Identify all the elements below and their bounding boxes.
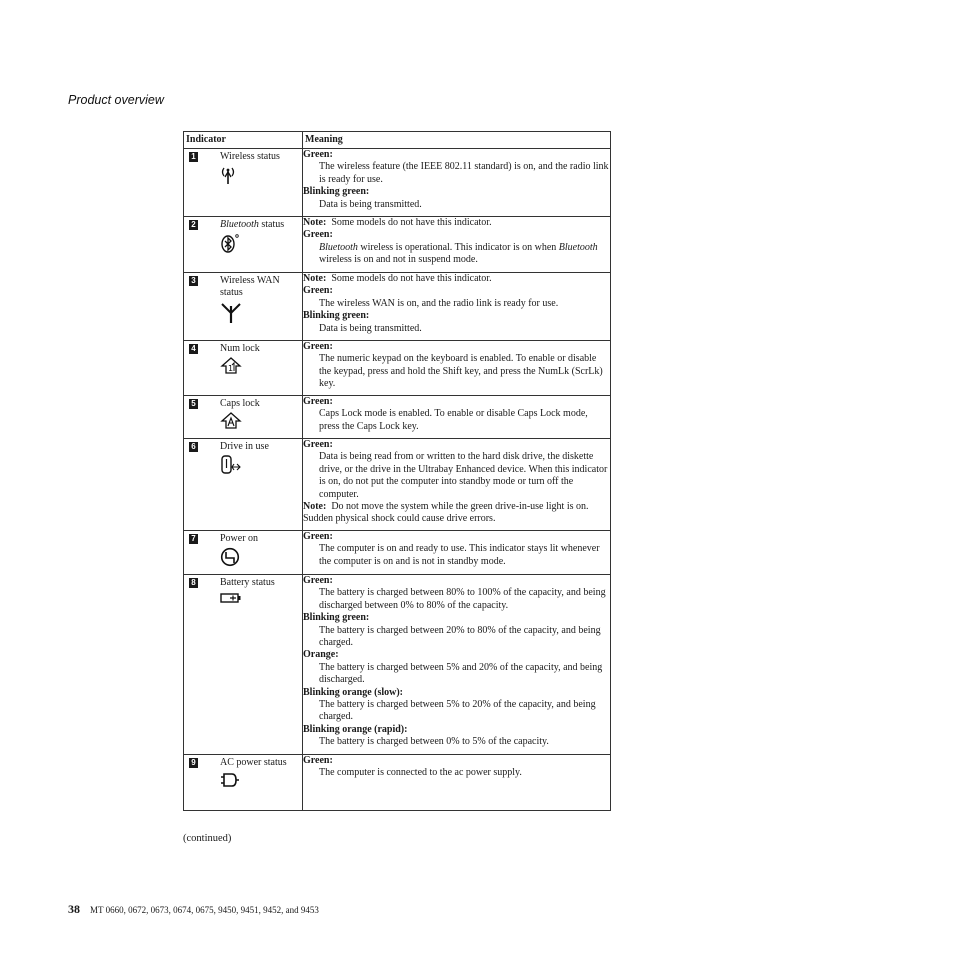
wan-antenna-icon [220,302,302,328]
wireless-antenna-icon [220,165,302,189]
indicator-cell [184,396,303,439]
state-label: Blinking green: [303,612,370,624]
state-description: Data is being read from or written to the hard disk drive, the diskette drive, or the drive in the Ultrabay Enhanced device. When this indicator is on, do not put the computer into standby mode or turn off the computer. [319,451,608,500]
svg-text:1: 1 [228,364,234,374]
state-description: The battery is charged between 0% to 5% of the capacity. [319,736,549,748]
state-description: The battery is charged between 20% to 80% of the capacity, and being charged. [319,624,601,649]
description-text: wireless is on and not in suspend mode. [319,254,478,266]
note-label: Note: [303,217,327,228]
indicator-cell [184,439,303,531]
state-label: Green: [303,396,333,407]
table-row [184,531,611,575]
table-row [184,396,611,439]
state-label: Green: [303,149,333,160]
indicator-name: Num lock [220,343,260,354]
note-text: Some models do not have this indicator. [326,273,492,284]
indicator-number: 6 [189,442,198,452]
state-label: Green: [303,575,333,586]
indicator-name: Caps lock [220,398,260,409]
state-description: The battery is charged between 5% to 20% of the capacity, and being charged. [319,699,596,723]
drive-icon [220,455,302,479]
meaning-cell [303,149,611,217]
table-header-row [184,132,611,149]
power-icon [220,547,302,571]
italic-term: Bluetooth [319,241,358,253]
continued-note: (continued) [183,833,232,844]
state-description: The battery is charged between 5% and 20% of the capacity, and being discharged. [319,661,603,686]
indicator-name [220,217,302,231]
indicator-name: Wireless status [220,151,280,162]
meaning-cell [303,396,611,439]
footer-models: MT 0660, 0672, 0673, 0674, 0675, 9450, 9451, 9452, and 9453 [90,905,319,915]
note-text: Do not move the system while the green drive-in-use light is on. Sudden physical shock could cause drive errors. [303,501,592,525]
state-label: Green: [303,285,333,297]
indicator-cell [184,575,303,755]
state-description: The wireless WAN is on, and the radio link is ready for use. [319,297,559,309]
state-label: Blinking green: [303,310,370,322]
meaning-cell [303,531,611,575]
note-label: Note: [303,273,327,284]
page-number: 38 [68,902,80,916]
battery-icon [220,591,302,609]
meaning-cell [303,217,611,273]
state-description: Caps Lock mode is enabled. To enable or disable Caps Lock mode, press the Caps Lock key. [319,408,588,432]
page-footer [68,902,319,917]
meaning-cell [303,439,611,531]
table-row [184,755,611,811]
indicator-name: AC power status [220,757,287,768]
indicator-number: 3 [189,276,198,286]
meaning-cell [303,755,611,811]
state-label: Green: [303,229,333,241]
indicator-cell [184,149,303,217]
indicator-name: Power on [220,533,259,544]
state-label: Green: [303,341,333,352]
table-row [184,575,611,755]
num-lock-icon [220,357,302,379]
indicator-number: 4 [189,344,198,354]
italic-term: Bluetooth [558,241,598,253]
indicator-cell [184,755,303,811]
note [303,273,610,285]
table-row [184,273,611,341]
note [303,217,610,229]
bluetooth-icon [220,233,302,257]
state-description: Data is being transmitted. [319,198,422,210]
meaning-cell [303,575,611,755]
indicator-cell [184,531,303,575]
indicator-number: 2 [189,220,198,230]
state-label: Green: [303,439,333,450]
state-label: Blinking orange (rapid): [303,723,408,735]
indicator-table [183,131,611,811]
state-description: The computer is connected to the ac power supply. [319,767,522,779]
state-label: Blinking green: [303,186,370,198]
state-label: Green: [303,531,333,542]
state-description: The battery is charged between 80% to 100% of the capacity, and being discharged between 0% to 80% of the capacity. [319,587,606,611]
indicator-cell [184,217,303,273]
caps-lock-icon [220,412,302,434]
section-title: Product overview [68,93,164,107]
state-description [303,242,610,267]
indicator-number: 7 [189,534,198,544]
indicator-name: Wireless WAN status [220,275,280,299]
indicator-name-italic: Bluetooth [220,219,259,230]
state-description: Data is being transmitted. [319,322,422,334]
state-description: The wireless feature (the IEEE 802.11 standard) is on, and the radio link is ready for use. [319,161,609,185]
indicator-number: 8 [189,578,198,588]
state-description: The numeric keypad on the keyboard is enabled. To enable or disable the keypad, press and hold the Shift key, and press the NumLk (ScrLk) key. [319,353,603,390]
meaning-cell [303,341,611,396]
indicator-cell [184,273,303,341]
indicator-number: 9 [189,758,198,768]
meaning-cell [303,273,611,341]
note [303,501,610,526]
table-row [184,217,611,273]
indicator-name: Battery status [220,577,275,588]
table-row [184,341,611,396]
state-label: Green: [303,755,333,766]
ac-power-icon [220,771,302,793]
state-label: Orange: [303,649,339,661]
note-label: Note: [303,501,327,513]
indicator-name-rest: status [258,219,285,230]
column-header-meaning: Meaning [303,132,611,149]
description-text: wireless is operational. This indicator is on when [357,241,559,253]
table-row [184,149,611,217]
indicator-number: 5 [189,399,198,409]
indicator-name: Drive in use [220,441,269,452]
state-label: Blinking orange (slow): [303,686,404,698]
state-description: The computer is on and ready to use. This indicator stays lit whenever the computer is on and is not in standby mode. [319,543,600,567]
column-header-indicator: Indicator [184,132,303,149]
indicator-number: 1 [189,152,198,162]
table-row [184,439,611,531]
indicator-cell [184,341,303,396]
note-text: Some models do not have this indicator. [326,217,492,228]
